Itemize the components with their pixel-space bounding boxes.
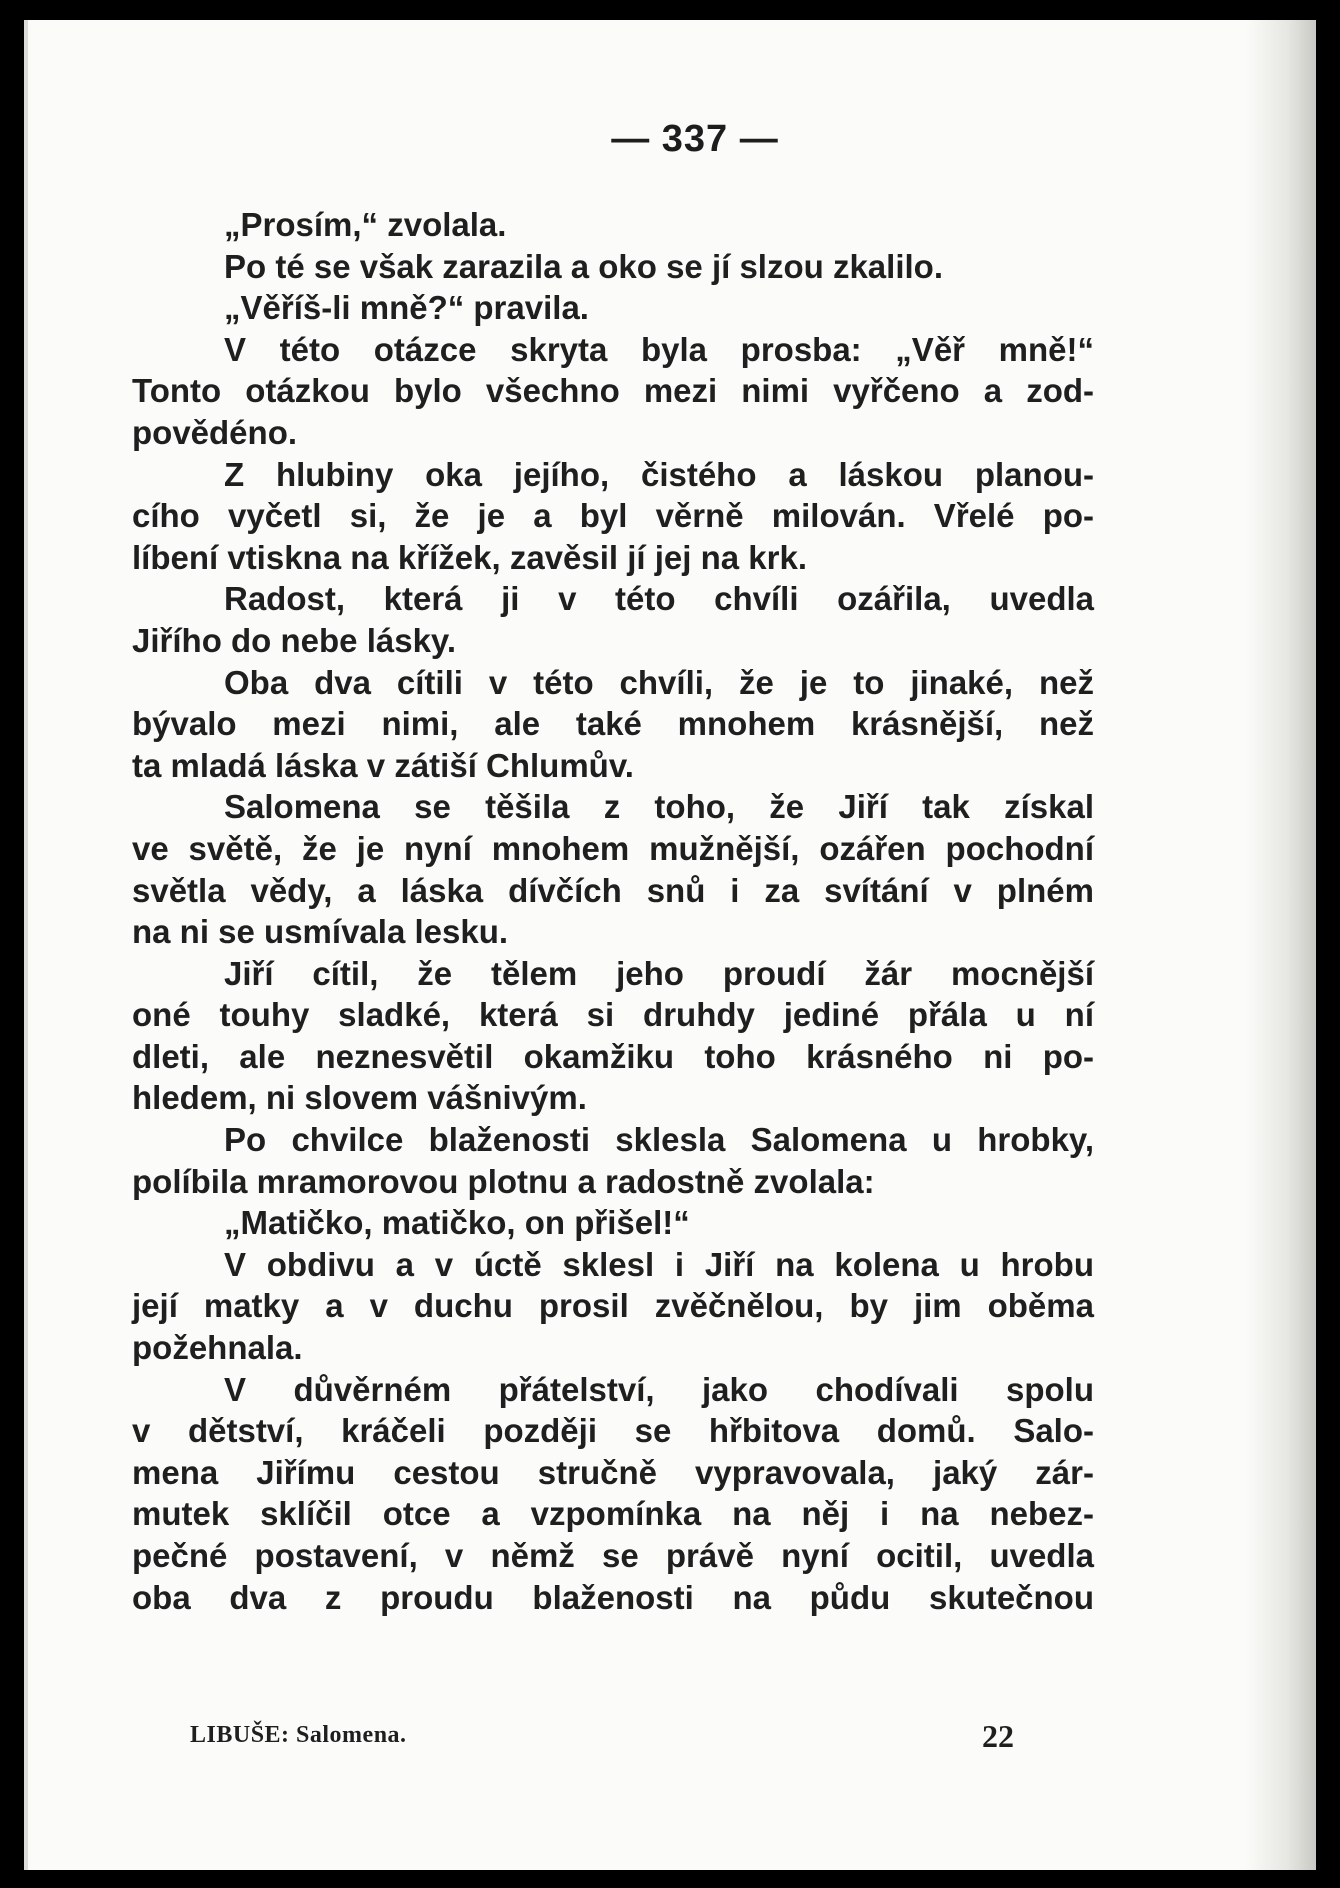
footer-sheet-number: 22 bbox=[982, 1718, 1014, 1754]
page-left-edge bbox=[24, 20, 28, 1870]
text-line: světla vědy, a láska dívčích snů i za svítání v plném bbox=[132, 871, 1094, 909]
body-text bbox=[132, 204, 1094, 1618]
text-line: V této otázce skryta byla prosba: „Věř mně!“ bbox=[224, 330, 1094, 368]
page-right-edge-shadow bbox=[1246, 20, 1316, 1870]
text-line: V obdivu a v úctě sklesl i Jiří na kolena u hrobu bbox=[224, 1245, 1094, 1283]
text-line: cího vyčetl si, že je a byl věrně milován. Vřelé po- bbox=[132, 497, 1094, 535]
page-number: — 337 — bbox=[611, 118, 779, 160]
text-line: Salomena se těšila z toho, že Jiří tak získal bbox=[224, 788, 1094, 826]
text-line: „Matičko, matičko, on přišel!“ bbox=[224, 1204, 690, 1242]
text-line: dleti, ale neznesvětil okamžiku toho krásného ni po- bbox=[132, 1037, 1094, 1075]
text-line: Jiřího do nebe lásky. bbox=[132, 621, 456, 659]
footer-signature: LIBUŠE: Salomena. bbox=[190, 1722, 407, 1748]
text-line: mena Jiřímu cestou stručně vypravovala, jaký zár- bbox=[132, 1453, 1094, 1491]
text-line: povědéno. bbox=[132, 413, 298, 451]
text-line: na ni se usmívala lesku. bbox=[132, 913, 509, 951]
text-line: mutek sklíčil otce a vzpomínka na něj i na nebez- bbox=[132, 1495, 1094, 1533]
text-line: oba dva z proudu blaženosti na půdu skutečnou bbox=[132, 1578, 1094, 1616]
text-line: Tonto otázkou bylo všechno mezi nimi vyřčeno a zod- bbox=[132, 372, 1094, 410]
text-line: „Prosím,“ zvolala. bbox=[224, 206, 507, 243]
text-line: Jiří cítil, že tělem jeho proudí žár mocnější bbox=[224, 954, 1094, 992]
text-line: pečné postavení, v němž se právě nyní ocitil, uvedla bbox=[132, 1537, 1094, 1574]
text-line: Po té se však zarazila a oko se jí slzou zkalilo. bbox=[224, 247, 943, 285]
text-line: políbila mramorovou plotnu a radostně zvolala: bbox=[132, 1162, 875, 1200]
text-line: hledem, ni slovem vášnivým. bbox=[132, 1079, 587, 1117]
text-line: její matky a v duchu prosil zvěčnělou, by jim oběma bbox=[132, 1287, 1094, 1325]
text-line: ve světě, že je nyní mnohem mužnější, ozářen pochodní bbox=[132, 829, 1094, 867]
text-line: Oba dva cítili v této chvíli, že je to jinaké, než bbox=[224, 663, 1094, 701]
text-line: požehnala. bbox=[132, 1329, 303, 1367]
text-line: Po chvilce blaženosti sklesla Salomena u hrobky, bbox=[224, 1121, 1094, 1159]
text-line: oné touhy sladké, která si druhdy jediné přála u ní bbox=[132, 996, 1094, 1034]
text-line: „Věříš-li mně?“ pravila. bbox=[224, 289, 589, 327]
text-line: v dětství, kráčeli později se hřbitova domů. Salo- bbox=[132, 1412, 1094, 1450]
text-line: V důvěrném přátelství, jako chodívali spolu bbox=[224, 1370, 1094, 1408]
text-line: líbení vtiskna na křížek, zavěsil jí jej na krk. bbox=[132, 538, 808, 576]
text-line: Z hlubiny oka jejího, čistého a láskou planou- bbox=[224, 455, 1094, 493]
text-line: ta mladá láska v zátiší Chlumův. bbox=[132, 746, 634, 784]
text-line: Radost, která ji v této chvíli ozářila, uvedla bbox=[224, 580, 1094, 618]
text-line: bývalo mezi nimi, ale také mnohem krásnější, než bbox=[132, 705, 1094, 743]
page-header bbox=[0, 118, 1340, 161]
